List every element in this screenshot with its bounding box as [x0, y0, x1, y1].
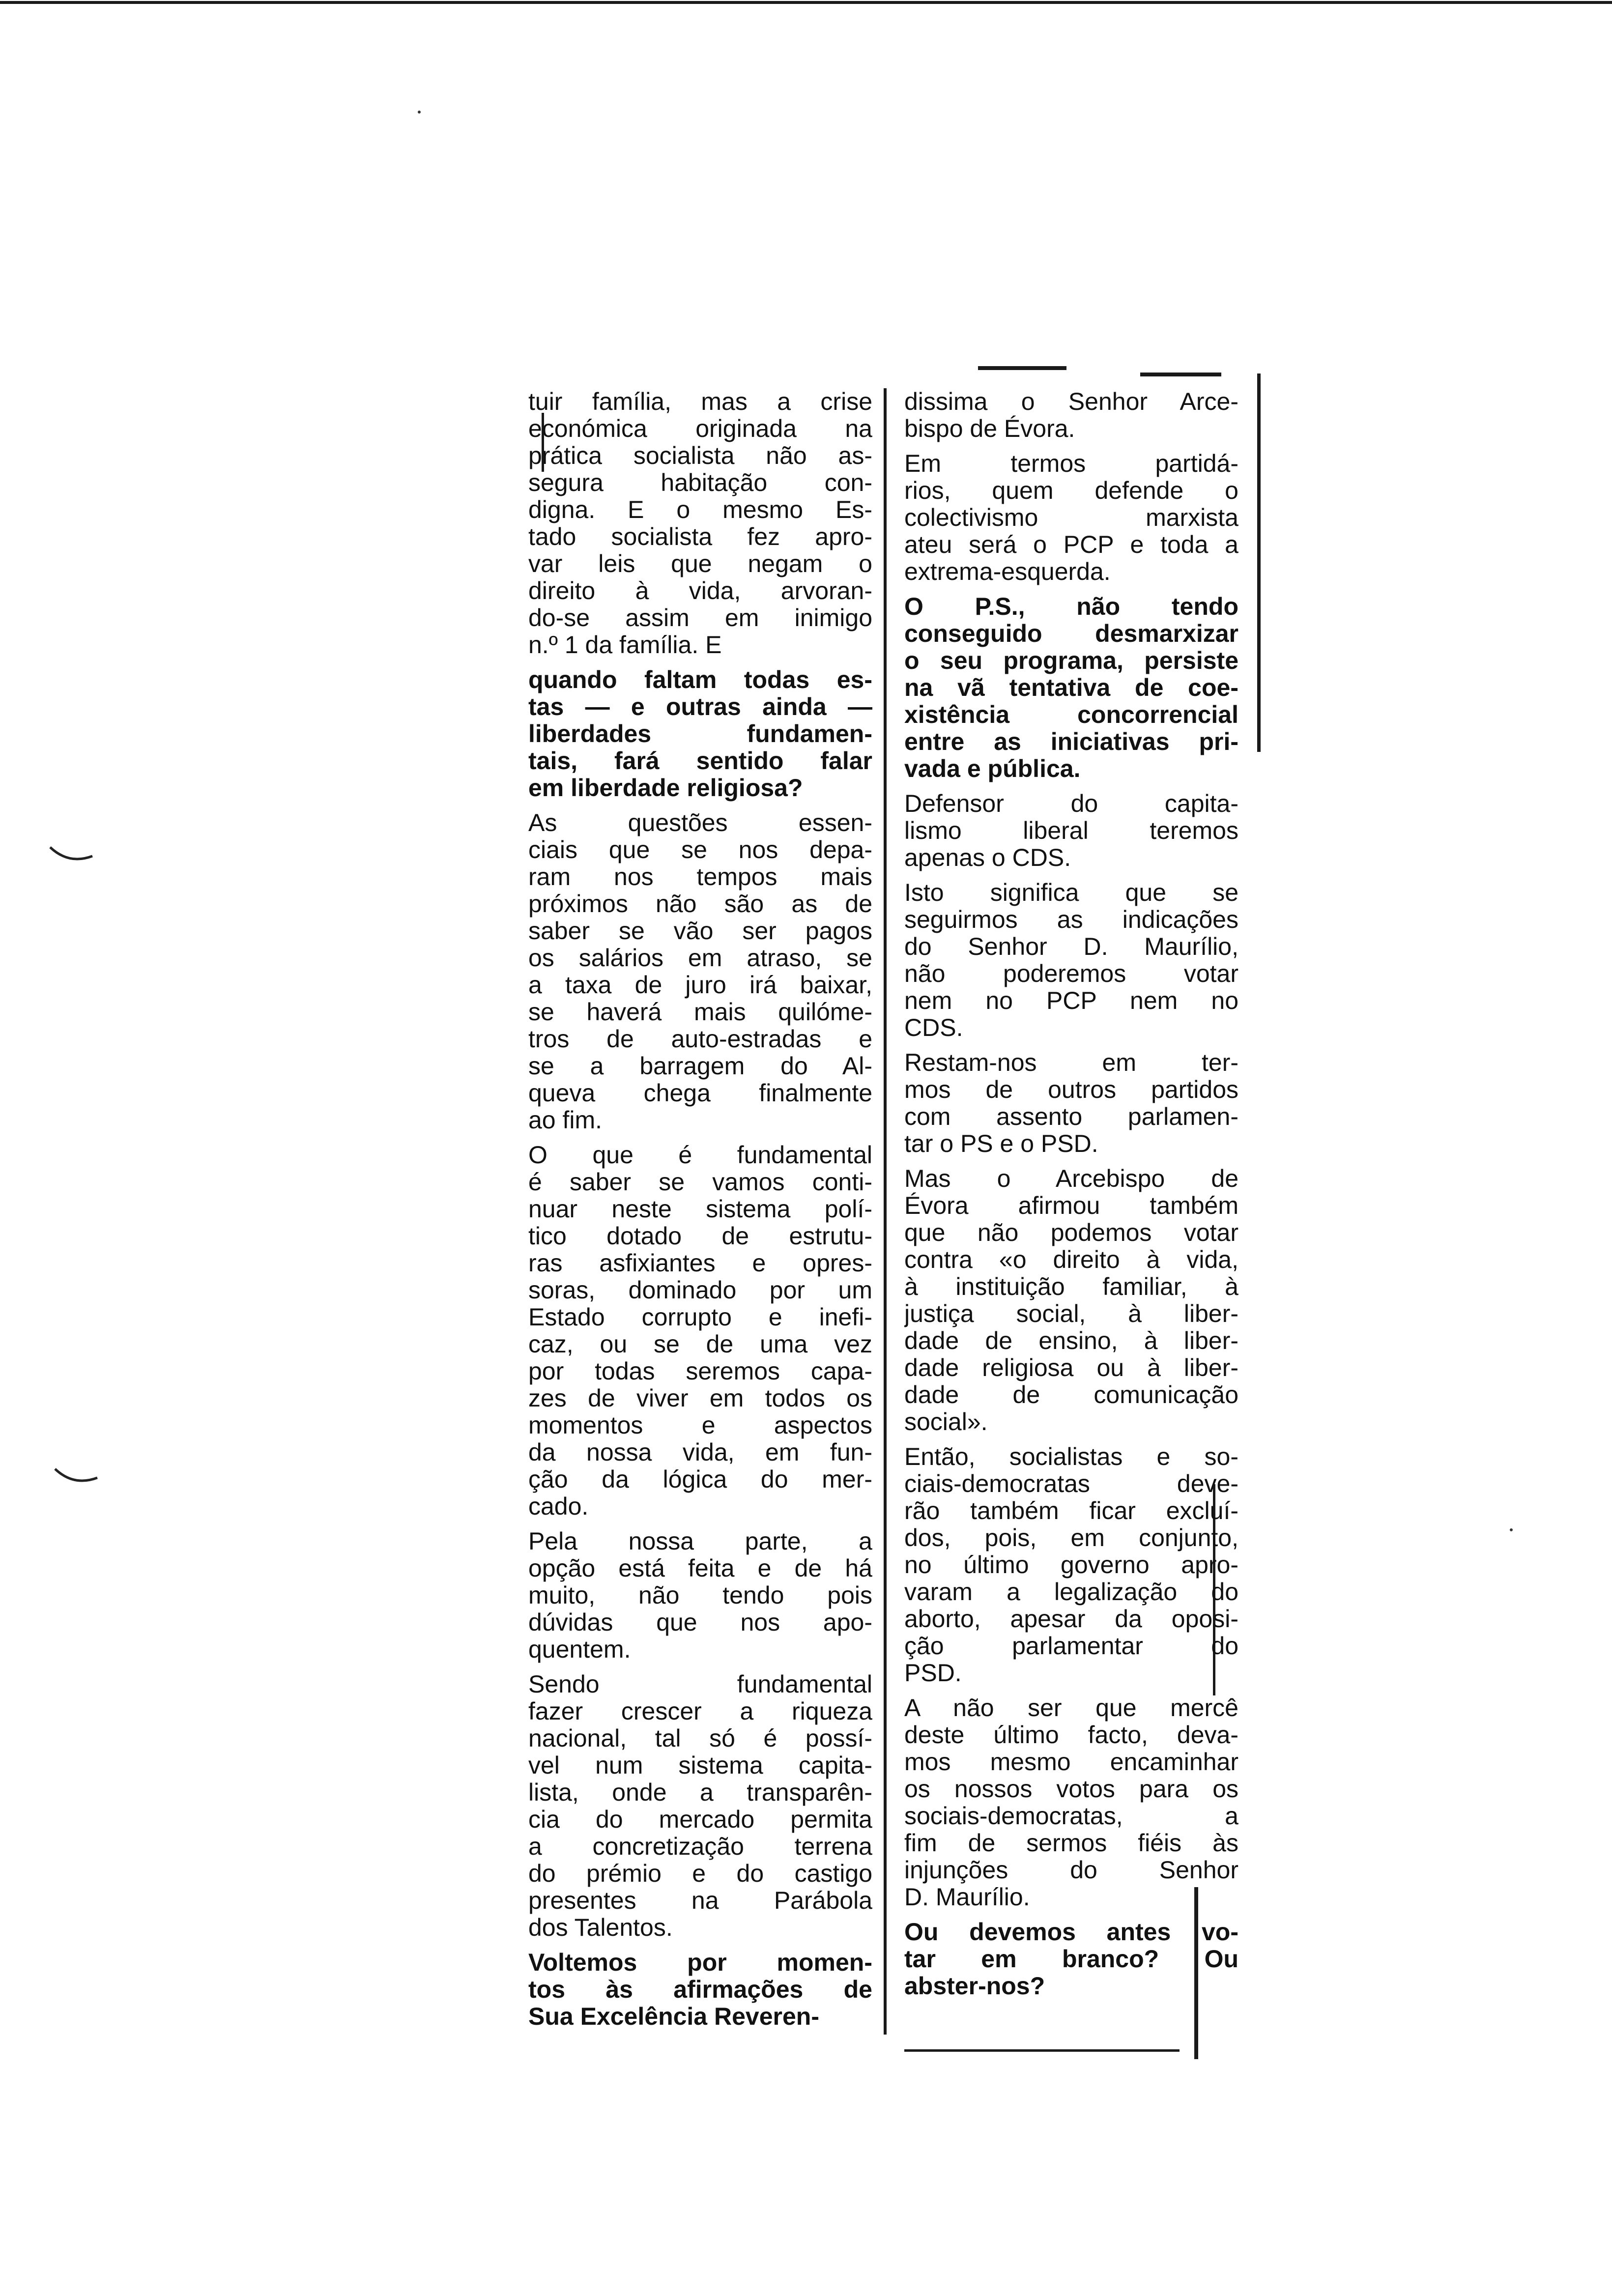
paragraph: [904, 790, 1238, 871]
scan-hole-mark-bottom: [54, 1467, 98, 1487]
text-line: tais, fará sentido falar: [528, 747, 872, 775]
text-line: ras asfixiantes e opres-: [528, 1250, 872, 1277]
text-line: Isto significa que se: [904, 879, 1238, 906]
paragraph: [904, 593, 1238, 782]
text-line: do Senhor D. Maurílio,: [904, 933, 1238, 960]
text-line: xistência concorrencial: [904, 701, 1238, 728]
text-line: a taxa de juro irá baixar,: [528, 972, 872, 999]
text-line: n.º 1 da família. E: [528, 631, 722, 659]
text-line: zes de viver em todos os: [528, 1385, 872, 1412]
text-line: Sendo fundamental: [528, 1671, 872, 1698]
text-line: muito, não tendo pois: [528, 1582, 872, 1609]
text-line: digna. E o mesmo Es-: [528, 496, 872, 523]
text-line: os nossos votos para os: [904, 1776, 1238, 1803]
text-line: Então, socialistas e so-: [904, 1443, 1238, 1470]
text-line: Estado corrupto e inefi-: [528, 1304, 872, 1331]
text-line: sociais-democratas, a: [904, 1803, 1238, 1830]
text-line: à instituição familiar, à: [904, 1273, 1238, 1300]
paragraph: [904, 388, 1238, 442]
text-line: Em termos partidá-: [904, 450, 1238, 477]
text-line: dissima o Senhor Arce-: [904, 388, 1238, 415]
text-line: tuir família, mas a crise: [528, 388, 872, 415]
text-line: os salários em atraso, se: [528, 945, 872, 972]
bottom-rule: [904, 2049, 1180, 2052]
text-line: varam a legalização do: [904, 1578, 1238, 1606]
paragraph: [904, 1694, 1238, 1911]
text-line: Évora afirmou também: [904, 1192, 1238, 1219]
text-line: dos, pois, em conjunto,: [904, 1524, 1238, 1551]
text-line: Restam-nos em ter-: [904, 1049, 1238, 1076]
text-line: O P.S., não tendo: [904, 593, 1238, 620]
paragraph: [904, 1049, 1238, 1157]
text-line: não poderemos votar: [904, 960, 1238, 987]
paragraph: [904, 879, 1238, 1041]
text-line: tar o PS e o PSD.: [904, 1130, 1098, 1157]
text-line: injunções do Senhor: [904, 1857, 1238, 1884]
text-line: dos Talentos.: [528, 1914, 673, 1941]
text-line: que não podemos votar: [904, 1219, 1238, 1246]
paragraph: [528, 1671, 872, 1941]
text-line: prática socialista não as-: [528, 442, 872, 469]
text-line: se haverá mais quilóme-: [528, 999, 872, 1026]
text-line: PSD.: [904, 1660, 962, 1687]
text-line: quando faltam todas es-: [528, 666, 872, 693]
text-line: tas — e outras ainda —: [528, 693, 872, 720]
text-line: liberdades fundamen-: [528, 720, 872, 747]
scan-speck: [1510, 1528, 1513, 1531]
text-line: dade religiosa ou à liber-: [904, 1354, 1238, 1381]
text-line: mos de outros partidos: [904, 1076, 1238, 1103]
text-line: nem no PCP nem no: [904, 987, 1238, 1014]
text-line: conseguido desmarxizar: [904, 620, 1238, 647]
text-line: nacional, tal só é possí-: [528, 1725, 872, 1752]
text-line: tos às afirmações de: [528, 1976, 872, 2003]
text-line: Pela nossa parte, a: [528, 1528, 872, 1555]
text-line: com assento parlamen-: [904, 1103, 1238, 1130]
text-line: social».: [904, 1408, 988, 1435]
text-line: Mas o Arcebispo de: [904, 1165, 1238, 1192]
text-line: da nossa vida, em fun-: [528, 1439, 872, 1466]
column-head-rule-right: [1140, 373, 1221, 376]
text-line: cado.: [528, 1493, 589, 1520]
text-line: ao fim.: [528, 1107, 603, 1134]
column-divider: [884, 388, 887, 2035]
paragraph: [528, 388, 872, 659]
text-line: Sua Excelência Reveren-: [528, 2003, 819, 2030]
text-line: dúvidas que nos apo-: [528, 1609, 872, 1636]
text-line: do prémio e do castigo: [528, 1860, 872, 1887]
text-line: ciais que se nos depa-: [528, 836, 872, 863]
paragraph: [904, 1165, 1238, 1435]
text-line: presentes na Parábola: [528, 1887, 872, 1914]
text-line: As questões essen-: [528, 809, 872, 836]
text-line: rão também ficar excluí-: [904, 1497, 1238, 1524]
text-line: apenas o CDS.: [904, 844, 1071, 871]
text-line: tar em branco? Ou: [904, 1946, 1238, 1973]
text-line: rios, quem defende o: [904, 477, 1238, 504]
column-head-rule-left: [978, 366, 1066, 370]
scan-speck: [418, 111, 421, 114]
text-line: segura habitação con-: [528, 469, 872, 496]
paragraph: [528, 666, 872, 802]
text-line: aborto, apesar da oposi-: [904, 1606, 1238, 1633]
text-line: dade de ensino, à liber-: [904, 1327, 1238, 1354]
text-line: o seu programa, persiste: [904, 647, 1238, 674]
text-line: Ou devemos antes vo-: [904, 1919, 1238, 1946]
scan-top-border: [0, 1, 1612, 4]
text-line: D. Maurílio.: [904, 1884, 1030, 1911]
text-line: Defensor do capita-: [904, 790, 1238, 817]
text-line: fazer crescer a riqueza: [528, 1698, 872, 1725]
text-line: tado socialista fez apro-: [528, 523, 872, 550]
text-line: ção da lógica do mer-: [528, 1466, 872, 1493]
paragraph: [528, 1142, 872, 1520]
text-line: momentos e aspectos: [528, 1412, 872, 1439]
text-line: ram nos tempos mais: [528, 863, 872, 890]
text-line: caz, ou se de uma vez: [528, 1331, 872, 1358]
text-line: queva chega finalmente: [528, 1080, 872, 1107]
text-line: na vã tentativa de coe-: [904, 674, 1238, 701]
text-line: económica originada na: [528, 415, 872, 442]
text-line: var leis que negam o: [528, 550, 872, 577]
paragraph: [904, 1919, 1238, 2000]
text-line: vel num sistema capita-: [528, 1752, 872, 1779]
paragraph: [528, 1949, 872, 2030]
text-line: ateu será o PCP e toda a: [904, 531, 1238, 558]
text-line: soras, dominado por um: [528, 1277, 872, 1304]
right-margin-rule-top: [1257, 373, 1261, 752]
text-line: nuar neste sistema polí-: [528, 1196, 872, 1223]
text-line: próximos não são as de: [528, 890, 872, 918]
text-line: contra «o direito à vida,: [904, 1246, 1238, 1273]
text-line: bispo de Évora.: [904, 415, 1075, 442]
text-line: direito à vida, arvoran-: [528, 577, 872, 604]
text-line: colectivismo marxista: [904, 504, 1238, 531]
text-line: Voltemos por momen-: [528, 1949, 872, 1976]
text-line: em liberdade religiosa?: [528, 775, 803, 802]
paragraph: [528, 809, 872, 1134]
text-line: ciais-democratas deve-: [904, 1470, 1238, 1497]
text-line: abster-nos?: [904, 1973, 1045, 2000]
article-column-left: [528, 388, 872, 2038]
text-line: se a barragem do Al-: [528, 1053, 872, 1080]
text-line: fim de sermos fiéis às: [904, 1830, 1238, 1857]
text-line: no último governo apro-: [904, 1551, 1238, 1578]
text-line: tico dotado de estrutu-: [528, 1223, 872, 1250]
text-line: extrema-esquerda.: [904, 558, 1111, 585]
text-line: a concretização terrena: [528, 1833, 872, 1860]
text-line: é saber se vamos conti-: [528, 1169, 872, 1196]
text-line: seguirmos as indicações: [904, 906, 1238, 933]
text-line: quentem.: [528, 1636, 631, 1663]
text-line: dade de comunicação: [904, 1381, 1238, 1408]
article-column-right: [904, 388, 1238, 2008]
text-line: ção parlamentar do: [904, 1633, 1238, 1660]
scan-hole-mark-top: [49, 845, 93, 865]
text-line: lista, onde a transparên-: [528, 1779, 872, 1806]
text-line: deste último facto, deva-: [904, 1722, 1238, 1749]
paragraph: [904, 450, 1238, 585]
paragraph: [528, 1528, 872, 1663]
text-line: justiça social, à liber-: [904, 1300, 1238, 1327]
text-line: A não ser que mercê: [904, 1694, 1238, 1722]
text-line: por todas seremos capa-: [528, 1358, 872, 1385]
text-line: opção está feita e de há: [528, 1555, 872, 1582]
text-line: cia do mercado permita: [528, 1806, 872, 1833]
text-line: saber se vão ser pagos: [528, 918, 872, 945]
text-line: O que é fundamental: [528, 1142, 872, 1169]
text-line: lismo liberal teremos: [904, 817, 1238, 844]
text-line: do-se assim em inimigo: [528, 604, 872, 631]
text-line: mos mesmo encaminhar: [904, 1749, 1238, 1776]
text-line: entre as iniciativas pri-: [904, 728, 1238, 755]
text-line: tros de auto-estradas e: [528, 1026, 872, 1053]
text-line: CDS.: [904, 1014, 963, 1041]
paragraph: [904, 1443, 1238, 1687]
text-line: vada e pública.: [904, 755, 1081, 782]
